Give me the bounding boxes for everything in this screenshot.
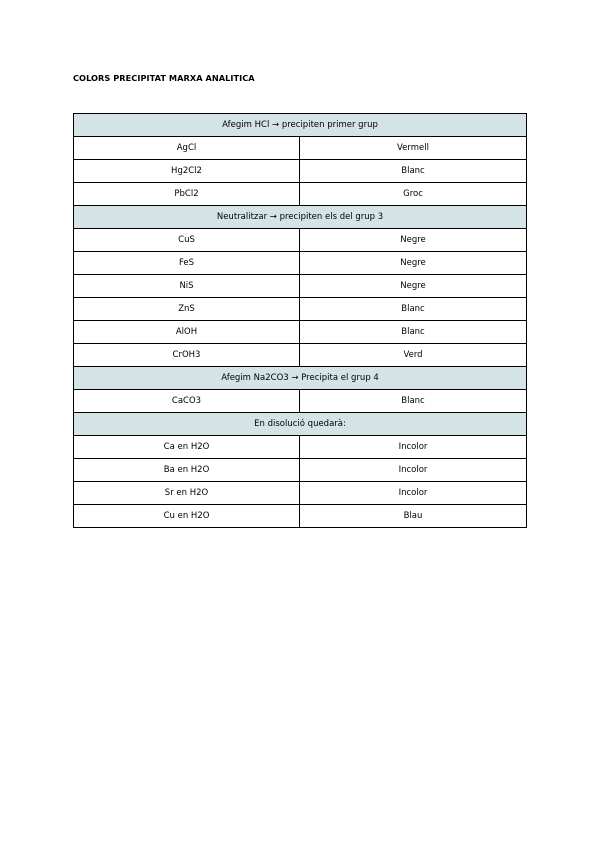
color-cell: Incolor [300, 482, 527, 505]
color-cell: Blanc [300, 298, 527, 321]
section-row-group-3 [74, 206, 527, 229]
section-heading: Afegim HCl → precipiten primer grup [74, 114, 527, 137]
section-heading: Afegim Na2CO3 → Precipita el grup 4 [74, 367, 527, 390]
table-row [74, 390, 527, 413]
compound-cell: Sr en H2O [74, 482, 300, 505]
table-row [74, 298, 527, 321]
color-cell: Verd [300, 344, 527, 367]
table-row [74, 436, 527, 459]
color-cell: Negre [300, 252, 527, 275]
section-heading: En disolució quedarà: [74, 413, 527, 436]
table-row [74, 229, 527, 252]
color-cell: Vermell [300, 137, 527, 160]
section-row-group-4 [74, 367, 527, 390]
section-row-group-1 [74, 114, 527, 137]
document-title: COLORS PRECIPITAT MARXA ANALITICA [73, 73, 255, 83]
section-row-solution [74, 413, 527, 436]
table-row [74, 183, 527, 206]
table-row [74, 275, 527, 298]
table-row [74, 252, 527, 275]
compound-cell: CuS [74, 229, 300, 252]
table-row [74, 505, 527, 528]
compound-cell: NiS [74, 275, 300, 298]
section-heading: Neutralitzar → precipiten els del grup 3 [74, 206, 527, 229]
compound-cell: AgCl [74, 137, 300, 160]
table-row [74, 459, 527, 482]
color-cell: Blanc [300, 321, 527, 344]
color-cell: Negre [300, 229, 527, 252]
table-row [74, 321, 527, 344]
compound-cell: AlOH [74, 321, 300, 344]
color-cell: Blanc [300, 390, 527, 413]
compound-cell: Ba en H2O [74, 459, 300, 482]
compound-cell: PbCl2 [74, 183, 300, 206]
table-row [74, 344, 527, 367]
color-cell: Blau [300, 505, 527, 528]
color-cell: Incolor [300, 459, 527, 482]
color-cell: Negre [300, 275, 527, 298]
table-row [74, 137, 527, 160]
table-row [74, 160, 527, 183]
compound-cell: Hg2Cl2 [74, 160, 300, 183]
color-cell: Groc [300, 183, 527, 206]
color-cell: Blanc [300, 160, 527, 183]
precipitate-colors-table [73, 113, 527, 528]
compound-cell: Cu en H2O [74, 505, 300, 528]
table-row [74, 482, 527, 505]
color-cell: Incolor [300, 436, 527, 459]
compound-cell: CrOH3 [74, 344, 300, 367]
compound-cell: Ca en H2O [74, 436, 300, 459]
compound-cell: CaCO3 [74, 390, 300, 413]
compound-cell: FeS [74, 252, 300, 275]
compound-cell: ZnS [74, 298, 300, 321]
